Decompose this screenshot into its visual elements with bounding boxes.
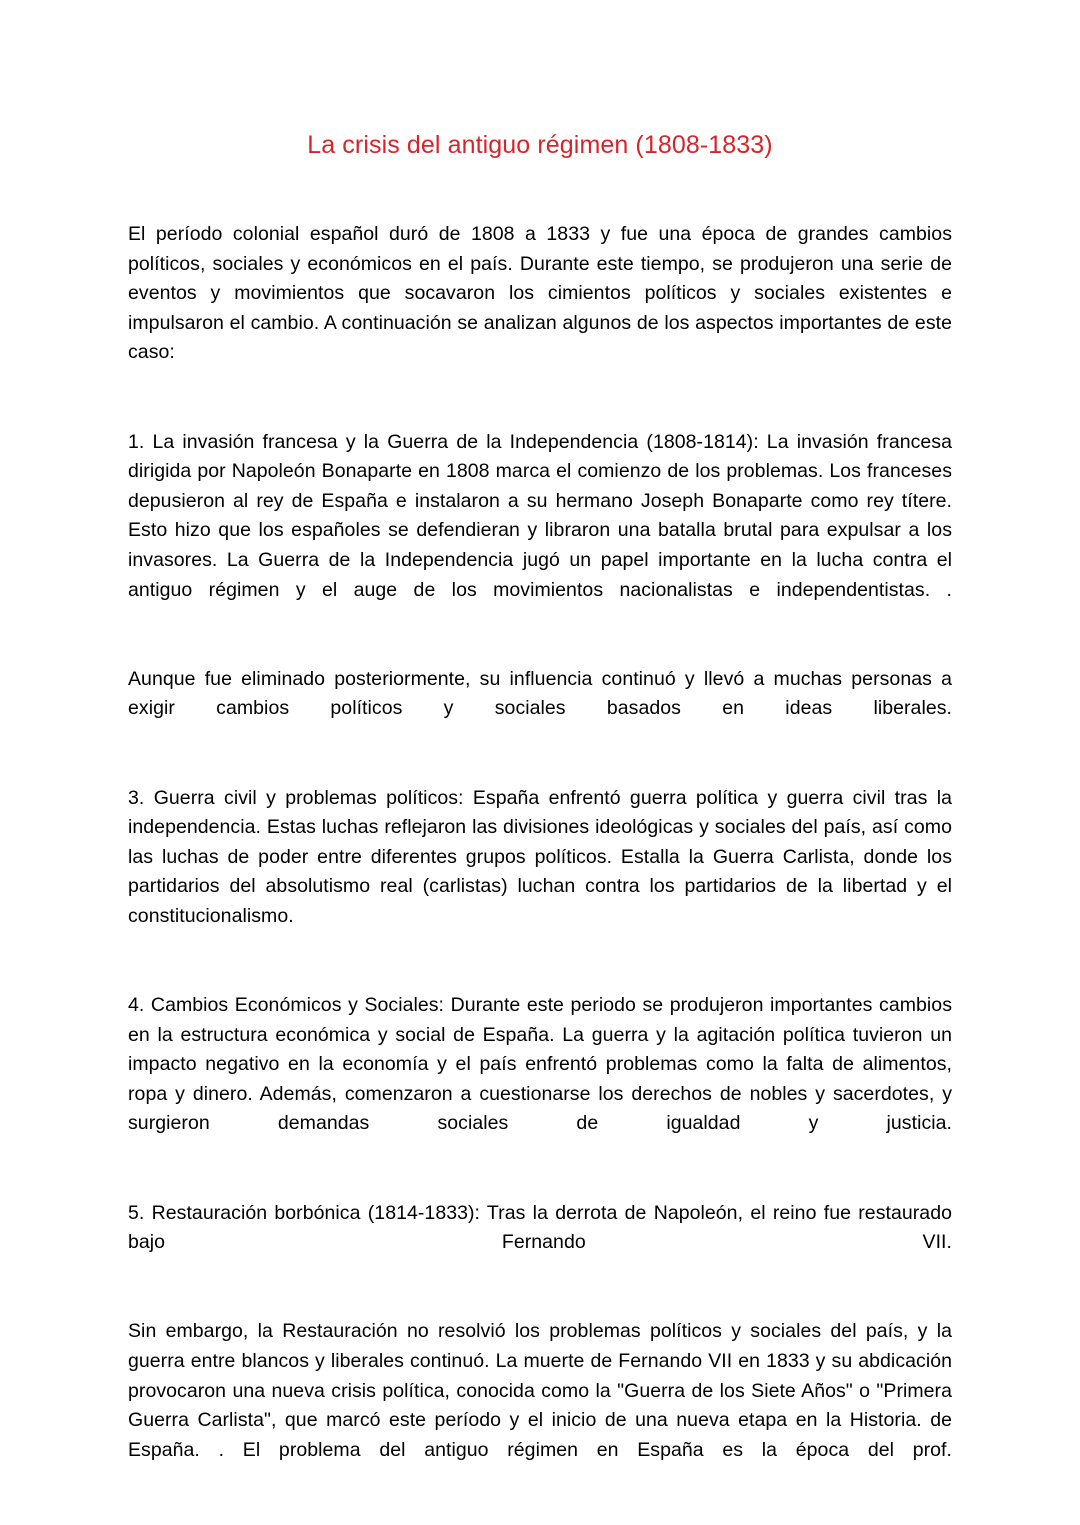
document-content — [128, 220, 952, 1495]
paragraph-item-1: 1. La invasión francesa y la Guerra de la Independencia (1808-1814): La invasión francesa dirigida por Napoleón Bonaparte en 1808 marca el comienzo de los problemas. Los franceses depusieron al rey de España e instalaron a su hermano Joseph Bonaparte como rey títere. Esto hizo que los españoles se defendieran y libraron una batalla brutal para expulsar a los invasores. La Guerra de la Independencia jugó un papel importante en la lucha contra el antiguo régimen y el auge de los movimientos nacionalistas e independentistas. . — [128, 430, 952, 601]
document-body — [128, 0, 952, 1495]
paragraph-item-5: 5. Restauración borbónica (1814-1833): Tras la derrota de Napoleón, el reino fue restaurado bajo Fernando VII. — [128, 1201, 952, 1254]
paragraph-conclusion: Sin embargo, la Restauración no resolvió los problemas políticos y sociales del país, y la guerra entre blancos y liberales continuó. La muerte de Fernando VII en 1833 y su abdicación provocaron una nueva crisis política, conocida como la "Guerra de los Siete Años" o "Primera Guerra Carlista", que marcó este período y el inicio de una nueva etapa en la Historia. de España. . El problema del antiguo régimen en España es la época del prof. — [128, 1320, 952, 1461]
paragraph-item-2: Aunque fue eliminado posteriormente, su influencia continuó y llevó a muchas personas a exigir cambios políticos y sociales basados en ideas liberales. — [128, 667, 952, 720]
paragraph-intro: El período colonial español duró de 1808 a 1833 y fue una época de grandes cambios políticos, sociales y económicos en el país. Durante este tiempo, se produjeron una serie de eventos y movimientos que socavaron los cimientos políticos y sociales existentes e impulsaron el cambio. A continuación se analizan algunos de los aspectos importantes de este caso: — [128, 223, 952, 364]
paragraph-item-3: 3. Guerra civil y problemas políticos: España enfrentó guerra política y guerra civil tras la independencia. Estas luchas reflejaron las divisiones ideológicas y sociales del país, así como las luchas de poder entre diferentes grupos políticos. Estalla la Guerra Carlista, donde los partidarios del absolutismo real (carlistas) luchan contra los partidarios de la libertad y el constitucionalismo. — [128, 786, 952, 927]
paragraph-item-4: 4. Cambios Económicos y Sociales: Durante este periodo se produjeron importantes cambios en la estructura económica y social de España. La guerra y la agitación política tuvieron un impacto negativo en la economía y el país enfrentó problemas como la falta de alimentos, ropa y dinero. Además, comenzaron a cuestionarse los derechos de nobles y sacerdotes, y surgieron demandas sociales de igualdad y justicia. — [128, 994, 952, 1135]
page-title: La crisis del antiguo régimen (1808-1833) — [307, 131, 773, 159]
